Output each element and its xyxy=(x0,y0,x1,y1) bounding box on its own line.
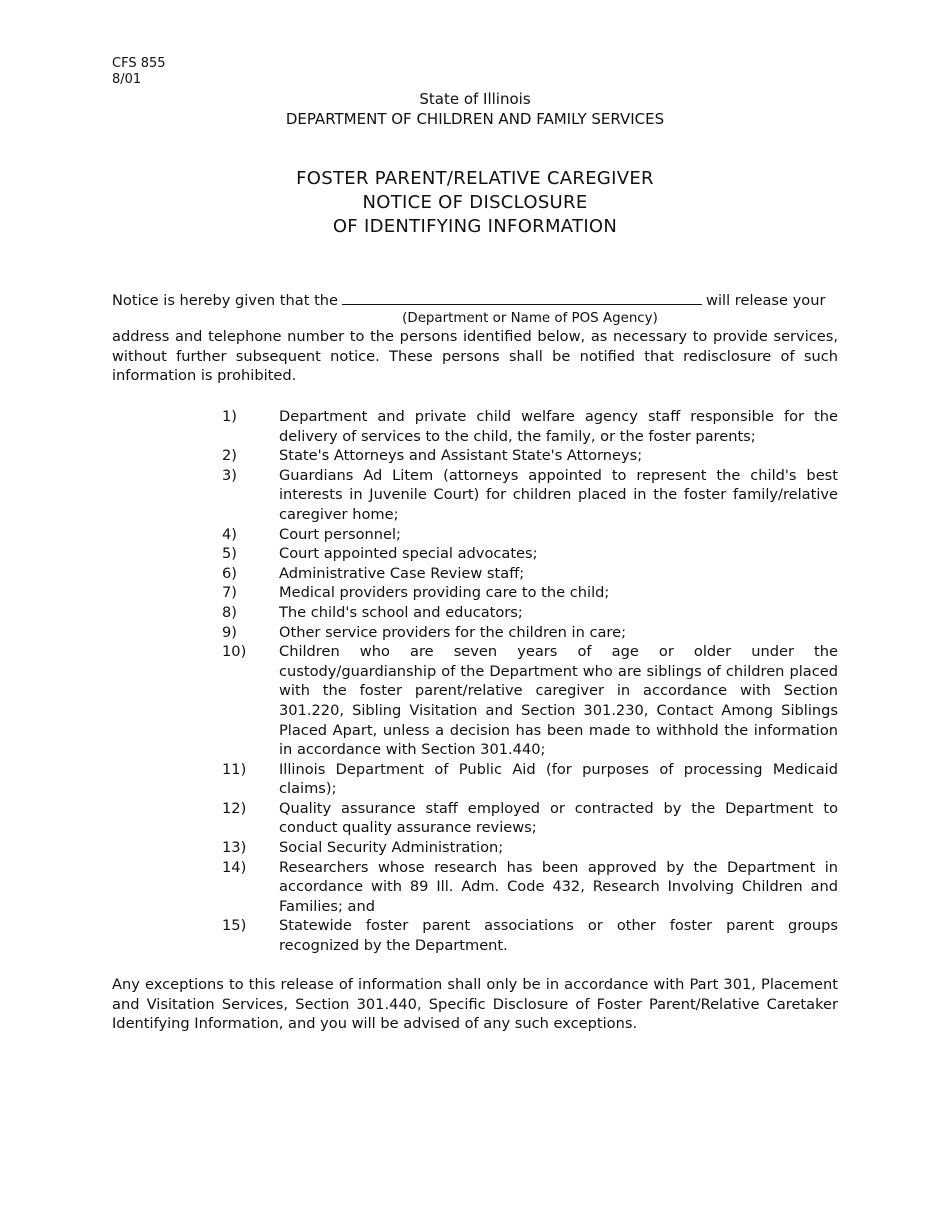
list-item-number: 11) xyxy=(222,760,247,778)
list-item-text: Guardians Ad Litem (attorneys appointed to represent the child's best interests in Juvenile Court) for children placed in the foster family/relative caregiver home; xyxy=(279,466,838,523)
list-item xyxy=(222,583,838,603)
list-item-text: Quality assurance staff employed or contracted by the Department to conduct quality assurance reviews; xyxy=(279,799,838,837)
state-name: State of Illinois xyxy=(419,90,531,108)
list-item xyxy=(222,525,838,545)
closing-paragraph: Any exceptions to this release of information shall only be in accordance with Part 301, Placement and Visitation Services, Section 301.440, Specific Disclosure of Foster Parent/Relative Caretaker Identifying Information, and you will be advised of any such exceptions. xyxy=(112,976,838,1033)
notice-continuation: address and telephone number to the persons identified below, as necessary to provide services, without further subsequent notice. These persons shall be notified that redisclosure of such information is prohibited. xyxy=(112,328,838,385)
agency-name-caption: (Department or Name of POS Agency) xyxy=(402,311,658,326)
list-item-number: 14) xyxy=(222,858,247,876)
list-item xyxy=(222,466,838,525)
title-line-3: OF IDENTIFYING INFORMATION xyxy=(332,216,618,237)
list-item-number: 6) xyxy=(222,564,237,582)
list-item-number: 7) xyxy=(222,584,237,602)
list-item-number: 4) xyxy=(222,525,237,543)
list-item xyxy=(222,603,838,623)
notice-suffix: will release your xyxy=(706,292,826,309)
list-item xyxy=(222,760,838,799)
form-date: 8/01 xyxy=(112,72,142,87)
list-item xyxy=(222,858,838,917)
list-item-number: 12) xyxy=(222,799,247,817)
list-item xyxy=(222,544,838,564)
list-item-number: 15) xyxy=(222,917,247,935)
list-item-text: Researchers whose research has been approved by the Department in accordance with 89 Ill. Adm. Code 432, Research Involving Children and Families; and xyxy=(279,858,838,915)
department-name: DEPARTMENT OF CHILDREN AND FAMILY SERVICES xyxy=(285,110,665,128)
list-item-text: Court appointed special advocates; xyxy=(279,545,538,563)
list-item xyxy=(222,799,838,838)
list-item-text: Illinois Department of Public Aid (for purposes of processing Medicaid claims); xyxy=(279,760,838,798)
list-item-text: Other service providers for the children in care; xyxy=(279,623,627,641)
agency-header xyxy=(0,89,950,129)
list-item-number: 8) xyxy=(222,603,237,621)
title-line-2: NOTICE OF DISCLOSURE xyxy=(362,192,588,213)
list-item-text: Department and private child welfare agency staff responsible for the delivery of services to the child, the family, or the foster parents; xyxy=(279,408,838,445)
list-item-number: 10) xyxy=(222,643,247,661)
list-item-number: 2) xyxy=(222,447,237,465)
list-item-text: Court personnel; xyxy=(279,525,401,543)
list-item-number: 9) xyxy=(222,623,237,641)
list-item-text: Statewide foster parent associations or other foster parent groups recognized by the Department. xyxy=(279,917,838,955)
list-item-text: Administrative Case Review staff; xyxy=(279,564,525,582)
list-item-text: Children who are seven years of age or older under the custody/guardianship of the Department who are siblings of children placed with the foster parent/relative caregiver in accordance with Section 301.220, Sibling Visitation and Section 301.230, Contact Among Siblings Placed Apart, unless a decision has been made to withhold the information in accordance with Section 301.440; xyxy=(279,643,838,759)
list-item xyxy=(222,564,838,584)
form-number: CFS 855 xyxy=(112,56,166,71)
list-item xyxy=(222,446,838,466)
list-item-number: 3) xyxy=(222,466,237,484)
title-line-1: FOSTER PARENT/RELATIVE CAREGIVER xyxy=(296,168,654,189)
notice-first-line xyxy=(112,290,838,311)
list-item-number: 1) xyxy=(222,408,237,425)
form-identifier xyxy=(112,56,166,88)
document-title xyxy=(0,167,950,239)
list-item-text: Medical providers providing care to the child; xyxy=(279,584,610,602)
list-item xyxy=(222,407,838,446)
list-item-text: The child's school and educators; xyxy=(279,603,523,621)
list-item-text: Social Security Administration; xyxy=(279,839,504,857)
list-item-number: 5) xyxy=(222,545,237,563)
persons-list xyxy=(222,407,838,956)
list-item xyxy=(222,642,838,760)
list-item xyxy=(222,916,838,955)
agency-name-blank[interactable] xyxy=(342,290,702,305)
list-item-number: 13) xyxy=(222,839,247,857)
list-item-text: State's Attorneys and Assistant State's Attorneys; xyxy=(279,447,643,465)
notice-prefix: Notice is hereby given that the xyxy=(112,292,339,309)
list-item xyxy=(222,623,838,643)
list-item xyxy=(222,838,838,858)
